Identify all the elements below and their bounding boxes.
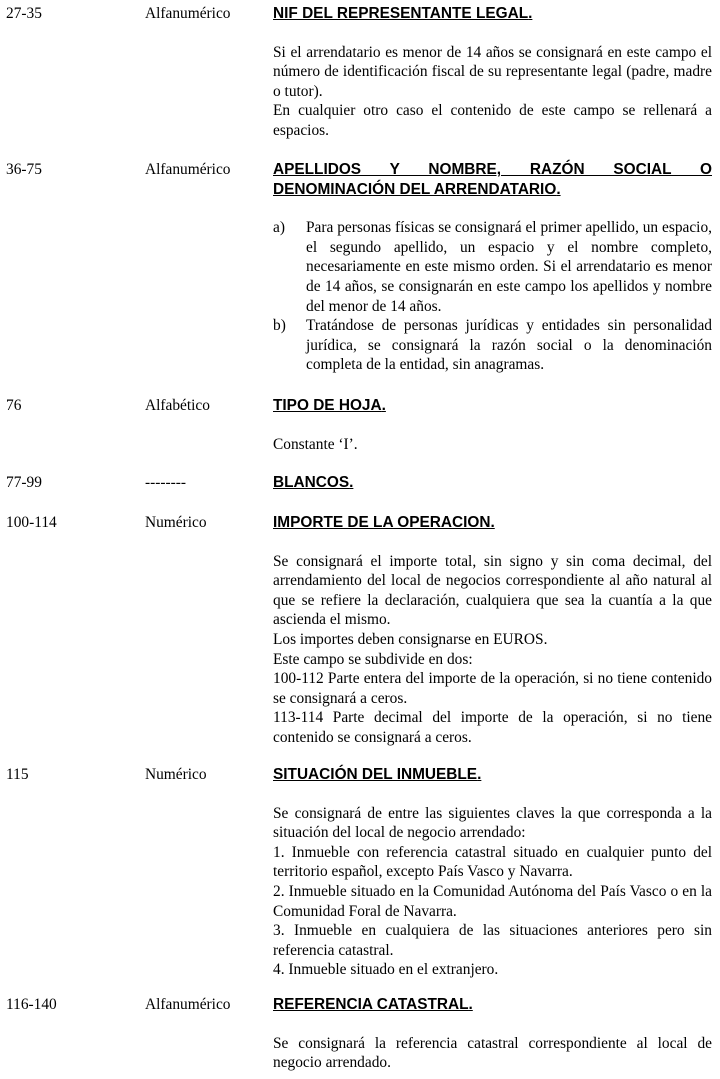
field-title: IMPORTE DE LA OPERACION.: [273, 514, 495, 531]
field-position: 100-114: [6, 514, 57, 531]
field-position: 27-35: [6, 5, 42, 22]
field-position: 116-140: [6, 996, 57, 1013]
field-position: 36-75: [6, 161, 42, 178]
description-paragraph: 1. Inmueble con referencia catastral situado en cualquier punto del territorio español, excepto País Vasco y Navarra.: [273, 843, 712, 881]
field-list: [273, 218, 712, 375]
field-type: Numérico: [145, 766, 207, 783]
field-description: [273, 552, 712, 748]
field-title: BLANCOS.: [273, 474, 354, 491]
field-body: [273, 396, 712, 454]
field-body: [273, 995, 712, 1073]
field-description: [273, 1034, 712, 1073]
field-title: REFERENCIA CATASTRAL.: [273, 996, 473, 1013]
field-description: [273, 435, 712, 455]
field-title: TIPO DE HOJA.: [273, 397, 386, 414]
field-body: [273, 160, 712, 375]
field-body: [273, 4, 712, 141]
description-paragraph: 3. Inmueble en cualquiera de las situaciones anteriores pero sin referencia catastral.: [273, 922, 712, 959]
field-body: [273, 473, 712, 493]
description-paragraph: Los importes deben consignarse en EUROS.: [273, 630, 548, 648]
field-description: [273, 43, 712, 141]
list-marker: b): [273, 317, 286, 335]
description-paragraph: 4. Inmueble situado en el extranjero.: [273, 961, 499, 979]
description-paragraph: Constante ‘I’.: [273, 435, 358, 453]
list-item: [273, 218, 712, 316]
field-type: Alfanumérico: [145, 161, 231, 178]
field-type: --------: [145, 474, 187, 491]
field-position: 77-99: [6, 474, 42, 491]
description-paragraph: 100-112 Parte entera del importe de la operación, si no tiene contenido se consignará a ceros.: [273, 670, 712, 707]
field-position: 76: [6, 397, 22, 414]
description-paragraph: En cualquier otro caso el contenido de este campo se rellenará a espacios.: [273, 102, 712, 139]
list-marker: a): [273, 219, 285, 237]
field-position: 115: [6, 766, 29, 783]
field-body: [273, 513, 712, 748]
description-paragraph: Se consignará el importe total, sin signo y sin coma decimal, del arrendamiento del local de negocios correspondiente al año natural al que se refiere la declaración, cualquiera que sea la cuantía a la que ascienda el mismo.: [273, 552, 712, 629]
field-type: Alfanumérico: [145, 5, 231, 22]
field-title: NIF DEL REPRESENTANTE LEGAL.: [273, 5, 533, 22]
description-paragraph: Este campo se subdivide en dos:: [273, 650, 473, 668]
description-paragraph: Se consignará de entre las siguientes claves la que corresponda a la situación del local de negocio arrendado:: [273, 804, 712, 842]
field-description: [273, 804, 712, 980]
field-title: APELLIDOS Y NOMBRE, RAZÓN SOCIAL O DENOMINACIÓN DEL ARRENDATARIO.: [273, 161, 712, 198]
description-paragraph: Se consignará la referencia catastral correspondiente al local de negocio arrendado.: [273, 1034, 712, 1072]
field-type: Numérico: [145, 514, 207, 531]
description-paragraph: Si el arrendatario es menor de 14 años se consignará en este campo el número de identificación fiscal de su representante legal (padre, madre o tutor).: [273, 43, 712, 100]
field-title: SITUACIÓN DEL INMUEBLE.: [273, 766, 482, 783]
field-body: [273, 765, 712, 980]
description-paragraph: 2. Inmueble situado en la Comunidad Autónoma del País Vasco o en la Comunidad Foral de Navarra.: [273, 882, 712, 920]
list-item-text: Para personas físicas se consignará el primer apellido, un espacio, el segundo apellido, un espacio y el nombre completo, necesariamente en este mismo orden. Si el arrendatario es menor de 14 años, se consignarán en este campo los apellidos y nombre del menor de 14 años.: [306, 219, 712, 315]
list-item: [273, 316, 712, 375]
field-type: Alfabético: [145, 397, 210, 414]
list-item-text: Tratándose de personas jurídicas y entidades sin personalidad jurídica, se consignará la razón social o la denominación completa de la entidad, sin anagramas.: [306, 317, 712, 374]
description-paragraph: 113-114 Parte decimal del importe de la operación, si no tiene contenido se consignará a ceros.: [273, 709, 712, 746]
field-type: Alfanumérico: [145, 996, 231, 1013]
